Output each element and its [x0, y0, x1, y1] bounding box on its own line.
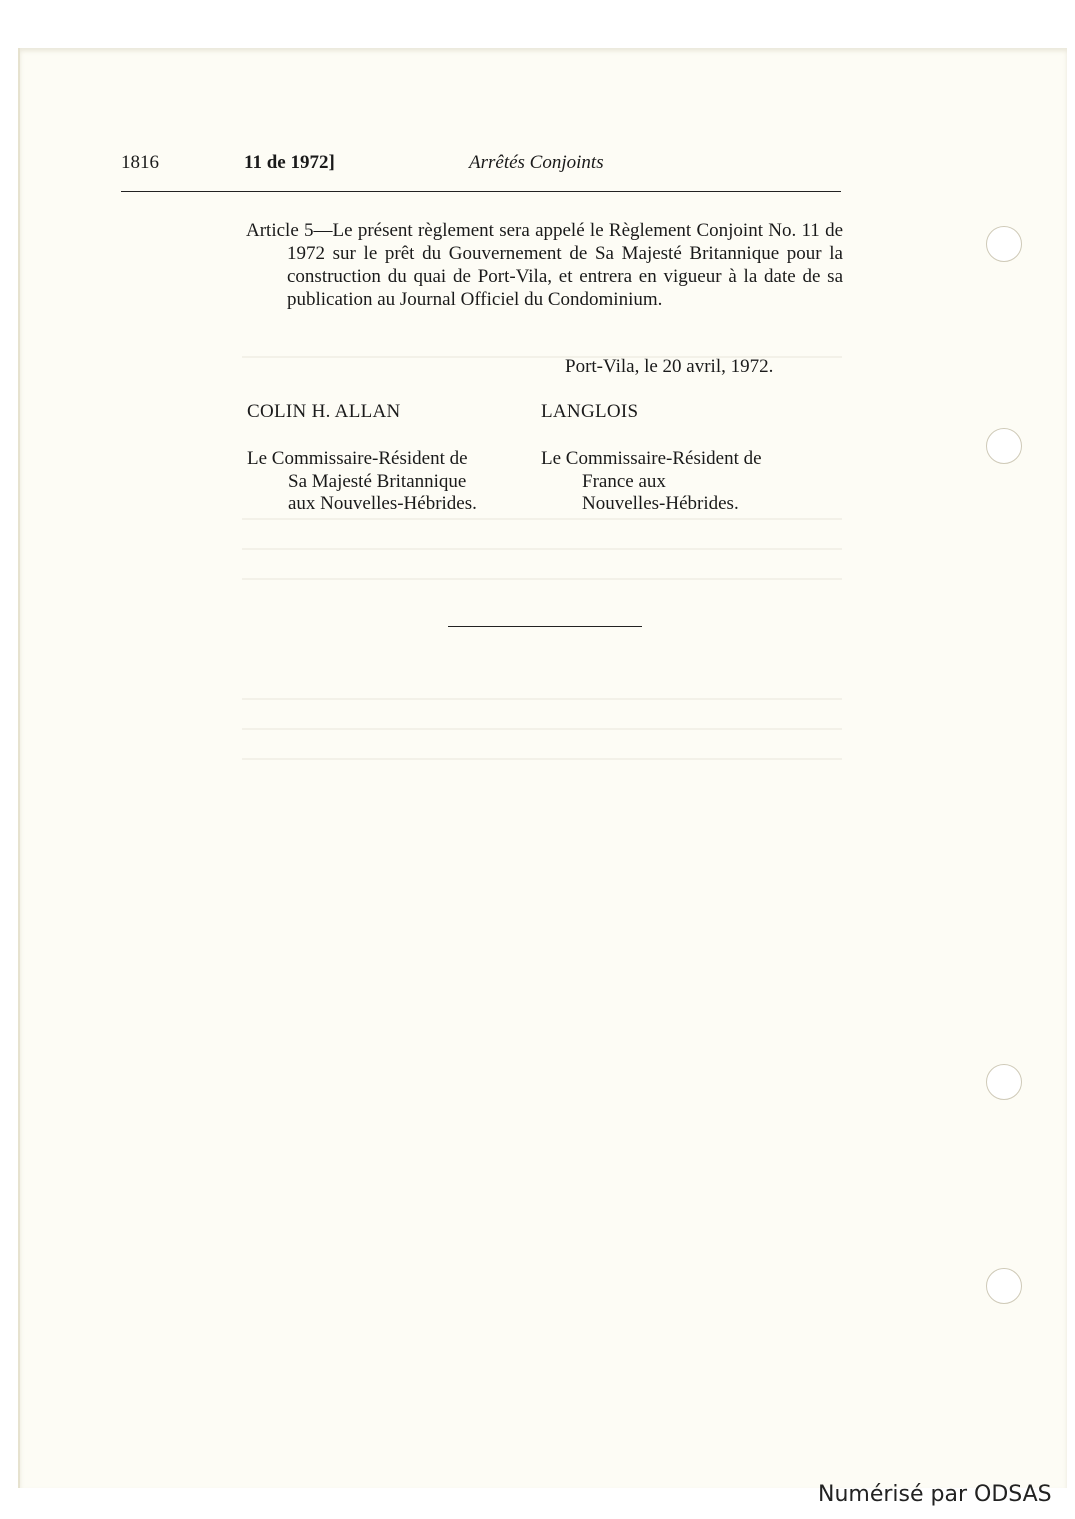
- signatory-left-title: [247, 448, 477, 516]
- show-through-line: [242, 548, 842, 550]
- digitization-credit: Numérisé par ODSAS: [818, 1482, 1052, 1507]
- show-through-line: [242, 356, 842, 358]
- signatory-right-title: [541, 448, 762, 516]
- punch-hole: [986, 1064, 1022, 1100]
- page-header: [20, 152, 1067, 182]
- act-reference: 11 de 1972]: [244, 152, 335, 173]
- closing-rule: [448, 626, 642, 627]
- page-number: 1816: [121, 152, 159, 173]
- signatory-left-title-line: Sa Majesté Britannique: [288, 470, 467, 492]
- signatory-right-title-line: Nouvelles-Hébrides.: [582, 493, 739, 514]
- signatory-left-title-line: Le Commissaire-Résident de: [247, 448, 468, 469]
- show-through-line: [242, 698, 842, 700]
- signatory-left-name: COLIN H. ALLAN: [247, 401, 401, 422]
- date-line: Port-Vila, le 20 avril, 1972.: [565, 356, 774, 377]
- signatory-left-title-line: aux Nouvelles-Hébrides.: [288, 493, 477, 514]
- show-through-line: [242, 758, 842, 760]
- signatory-right-title-line: Le Commissaire-Résident de: [541, 448, 762, 469]
- running-title: Arrêtés Conjoints: [469, 152, 604, 173]
- show-through-line: [242, 578, 842, 580]
- show-through-line: [242, 518, 842, 520]
- signatory-right-title-line: France aux: [582, 470, 666, 492]
- header-rule: [121, 191, 841, 192]
- punch-hole: [986, 226, 1022, 262]
- signatory-right-name: LANGLOIS: [541, 401, 639, 422]
- punch-hole: [986, 1268, 1022, 1304]
- show-through-line: [242, 728, 842, 730]
- punch-hole: [986, 428, 1022, 464]
- document-page: [18, 48, 1067, 1488]
- article-5-paragraph: Article 5—Le présent règlement sera appelé le Règlement Conjoint No. 11 de 1972 sur le prêt du Gouvernement de Sa Majesté Britannique pour la construction du quai de Port-Vila, et entrera en vigueur à la date de sa publication au Journal Officiel du Condominium.: [246, 220, 843, 310]
